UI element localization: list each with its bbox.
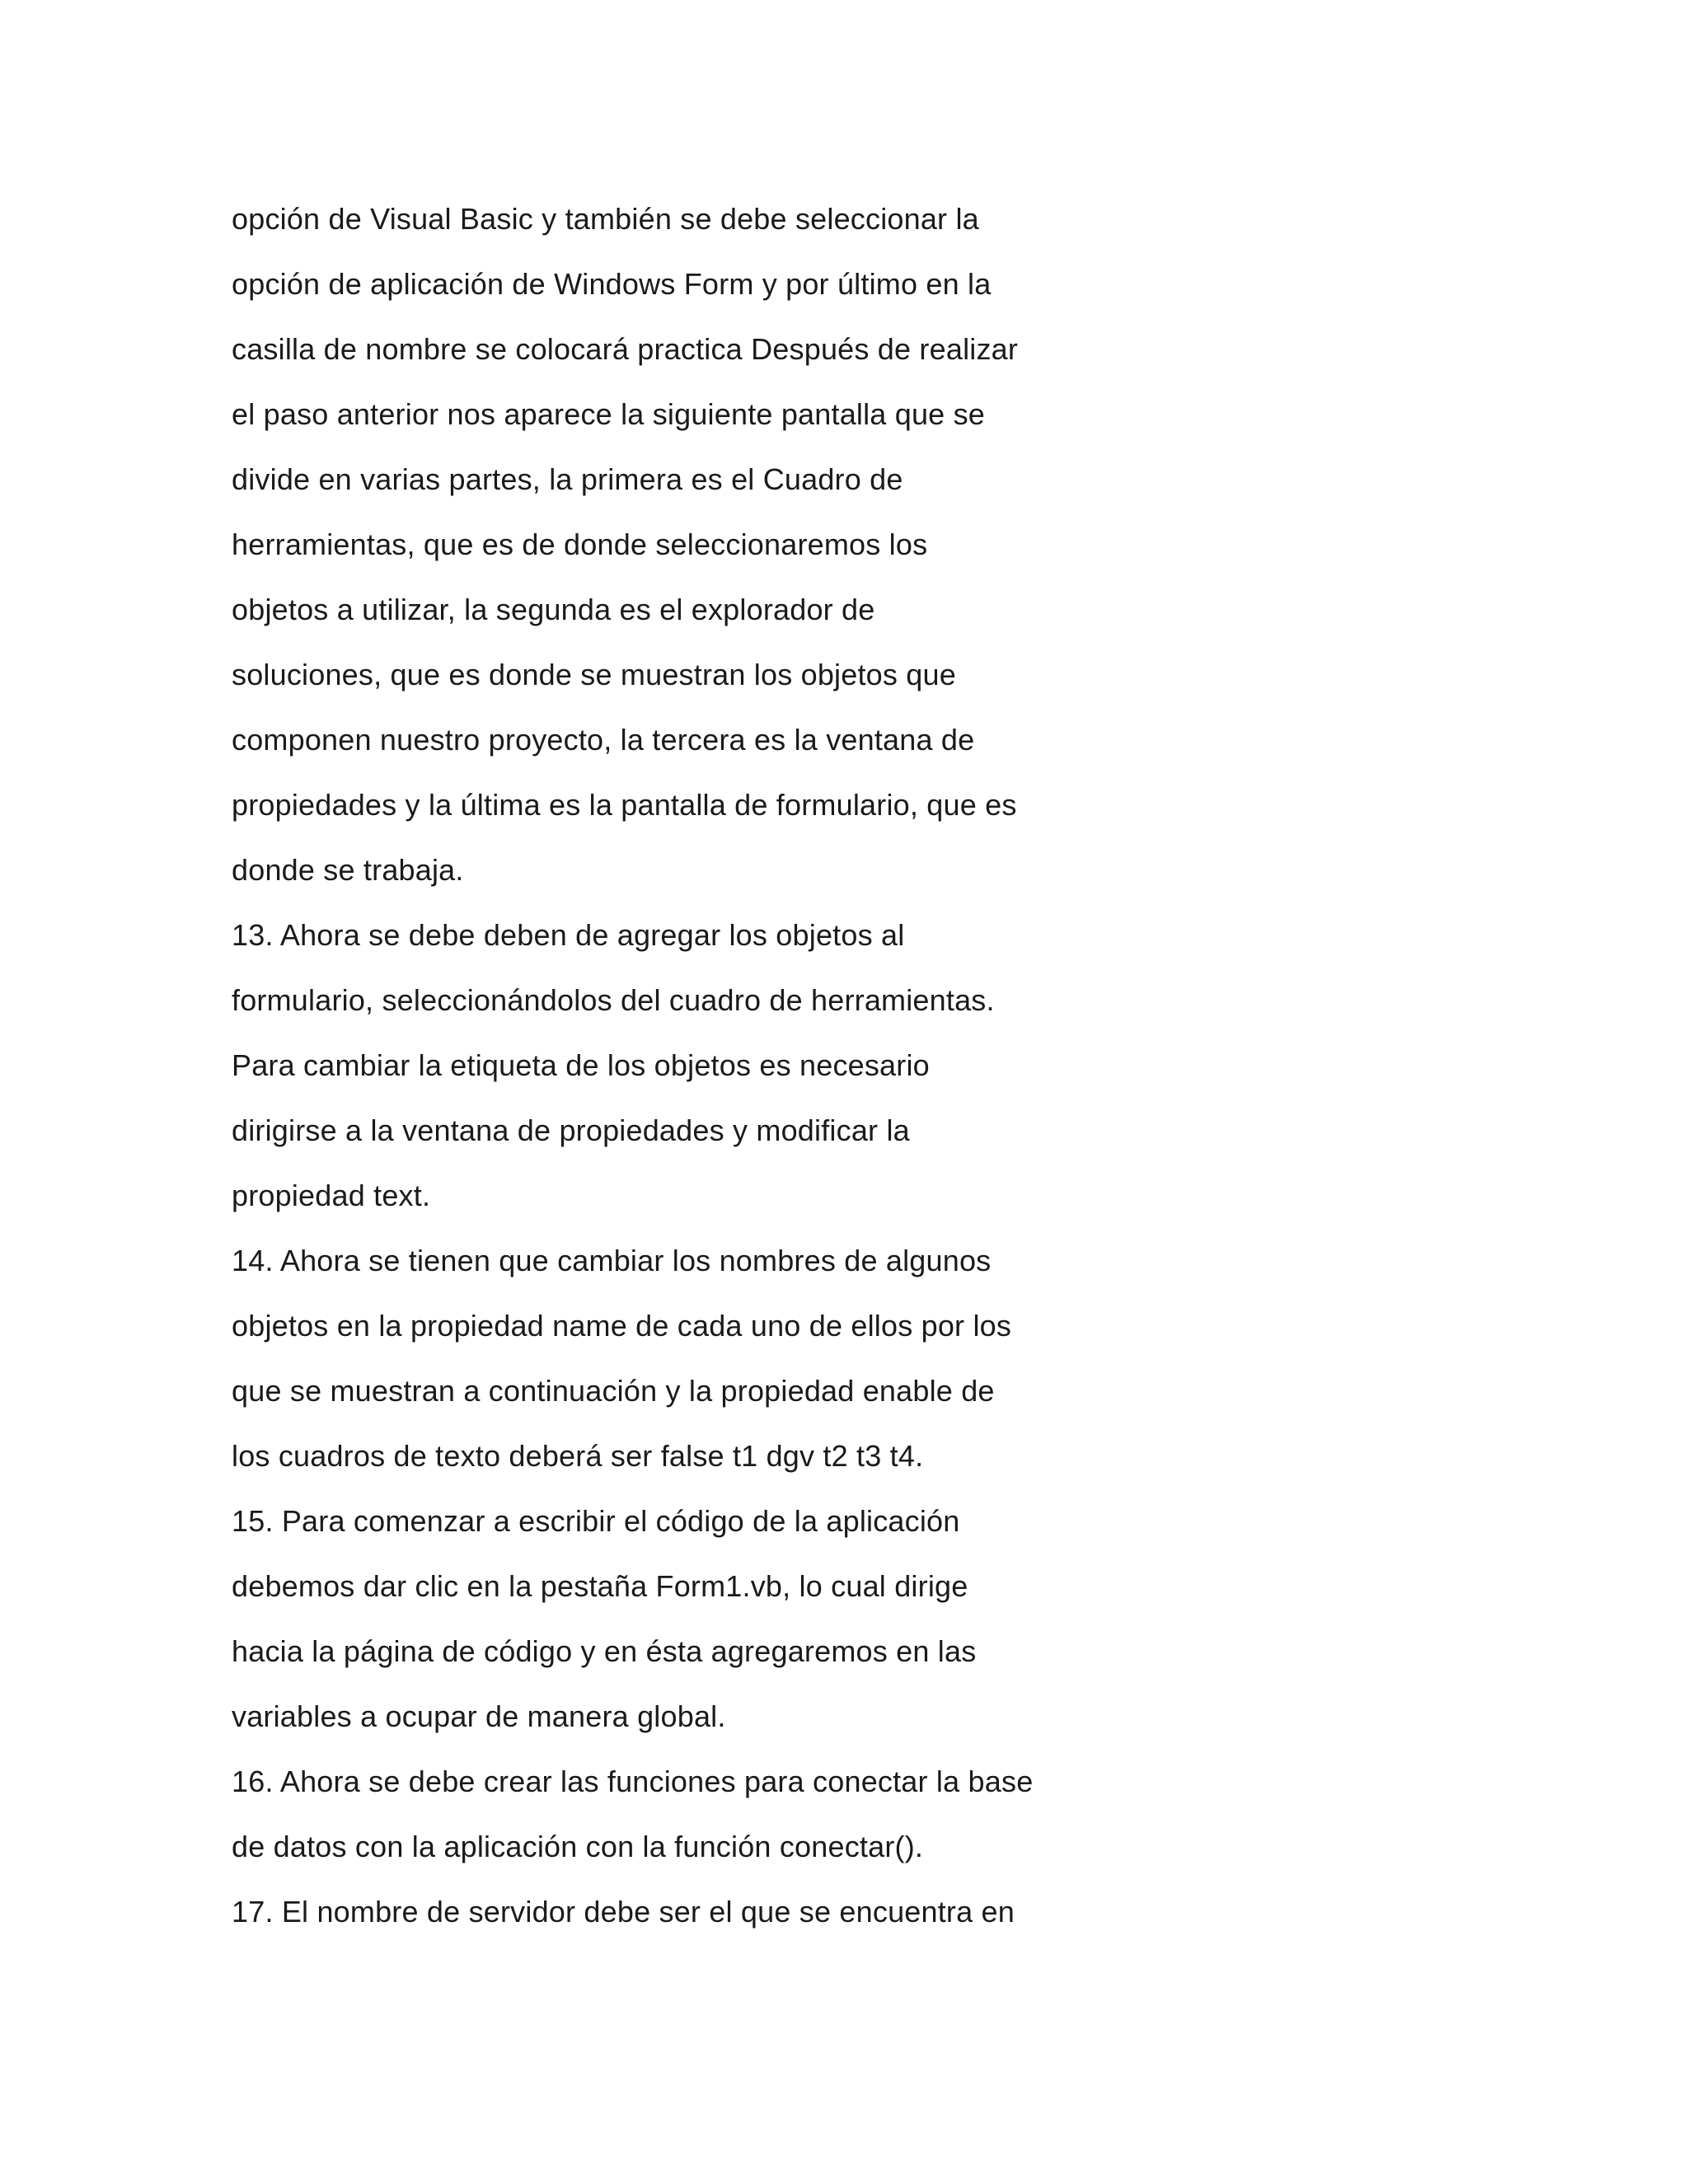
text-line: objetos en la propiedad name de cada uno de ellos por los <box>232 1309 1012 1343</box>
text-line: opción de Visual Basic y también se debe seleccionar la <box>232 202 979 236</box>
text-line: hacia la página de código y en ésta agregaremos en las <box>232 1634 977 1668</box>
text-line: propiedad text. <box>232 1179 431 1212</box>
text-line: componen nuestro proyecto, la tercera es la ventana de <box>232 723 975 757</box>
text-line: casilla de nombre se colocará practica Después de realizar <box>232 332 1019 366</box>
text-line: herramientas, que es de donde seleccionaremos los <box>232 527 928 561</box>
text-line: divide en varias partes, la primera es el Cuadro de <box>232 462 903 496</box>
text-line: el paso anterior nos aparece la siguiente pantalla que se <box>232 397 986 431</box>
text-line: propiedades y la última es la pantalla de formulario, que es <box>232 788 1017 822</box>
numbered-item-14: 14. Ahora se tienen que cambiar los nombres de algunos <box>232 1244 992 1277</box>
text-line: de datos con la aplicación con la función conectar(). <box>232 1830 924 1863</box>
numbered-item-16: 16. Ahora se debe crear las funciones para conectar la base <box>232 1765 1034 1798</box>
text-line: debemos dar clic en la pestaña Form1.vb, lo cual dirige <box>232 1569 968 1603</box>
text-line: que se muestran a continuación y la propiedad enable de <box>232 1374 995 1408</box>
text-line: donde se trabaja. <box>232 853 464 887</box>
text-line: los cuadros de texto deberá ser false t1 dgv t2 t3 t4. <box>232 1439 924 1473</box>
numbered-item-17: 17. El nombre de servidor debe ser el que se encuentra en <box>232 1895 1015 1929</box>
text-line: dirigirse a la ventana de propiedades y modificar la <box>232 1113 910 1147</box>
text-line: objetos a utilizar, la segunda es el explorador de <box>232 593 875 626</box>
text-line: formulario, seleccionándolos del cuadro de herramientas. <box>232 983 995 1017</box>
text-line: variables a ocupar de manera global. <box>232 1699 726 1733</box>
body-text <box>232 186 1451 1944</box>
text-line: Para cambiar la etiqueta de los objetos es necesario <box>232 1048 930 1082</box>
numbered-item-13: 13. Ahora se debe deben de agregar los objetos al <box>232 918 905 952</box>
numbered-item-15: 15. Para comenzar a escribir el código de la aplicación <box>232 1504 960 1538</box>
text-line: soluciones, que es donde se muestran los objetos que <box>232 658 956 691</box>
text-line: opción de aplicación de Windows Form y por último en la <box>232 267 992 301</box>
